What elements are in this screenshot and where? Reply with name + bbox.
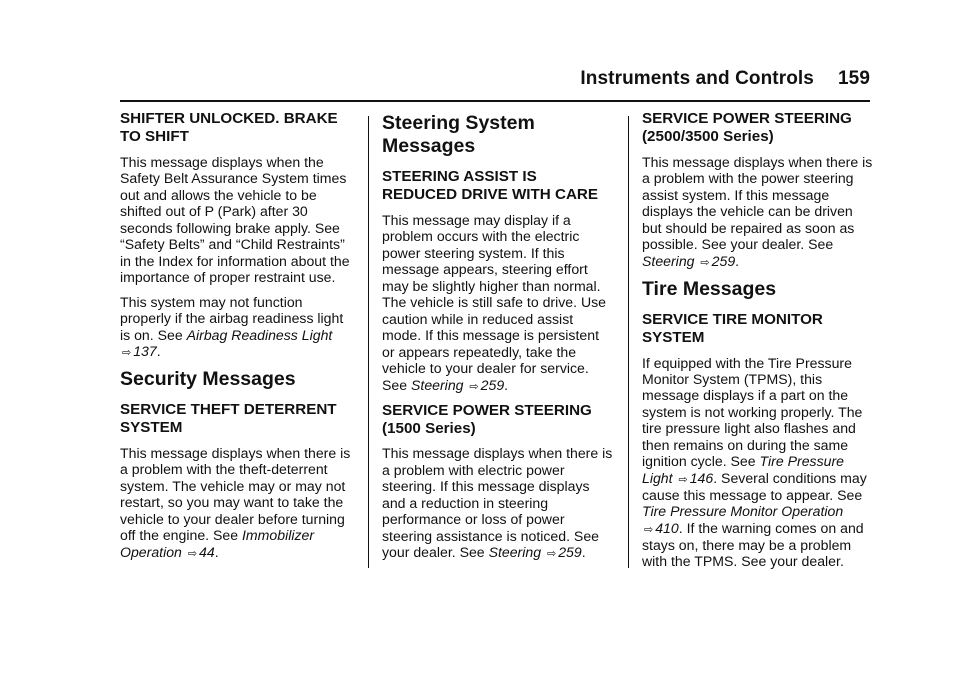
heading-shifter-unlocked: SHIFTER UNLOCKED. BRAKE TO SHIFT <box>120 110 338 145</box>
page-arrow-icon: ⇨ <box>700 256 710 269</box>
xref-immobilizer-operation[interactable]: Immobilizer Operation <box>120 527 315 560</box>
column-3 <box>642 110 874 578</box>
para-system-function: This system may not function properly if the airbag readiness light is on. See Airbag Readiness Light ⇨ 137. <box>120 293 344 360</box>
column-divider <box>628 116 629 568</box>
page-number: 159 <box>837 68 870 89</box>
xref-tire-pressure-light[interactable]: Tire Pressure Light <box>642 453 844 486</box>
heading-tire-messages: Tire Messages <box>642 277 777 300</box>
column-1 <box>120 110 352 569</box>
xref-page[interactable]: 259 <box>480 376 505 393</box>
page-header <box>580 68 870 90</box>
xref-page[interactable]: 44 <box>199 543 215 560</box>
xref-page[interactable]: 146 <box>689 469 714 486</box>
para-steering-assist: This message may display if a problem occurs with the electric power steering system. If this message appears, steering effort may be slightly higher than normal. The vehicle is still safe to drive. Use caution while in reduced assist mode. If this message is persistent or appears repeatedly, take the vehicle to your dealer for service. See Steering ⇨ 259. <box>382 211 607 393</box>
section-title: Instruments and Controls <box>580 68 814 89</box>
heading-steering-assist: STEERING ASSIST IS REDUCED DRIVE WITH CARE <box>382 168 599 203</box>
header-rule <box>120 100 870 102</box>
para-service-power-steering-1500: This message displays when there is a problem with electric power steering. If this message displays and a reduction in steering performance or loss of power steering assistance is noticed. See your dealer. See Steering ⇨ 259. <box>382 445 613 561</box>
page-arrow-icon: ⇨ <box>122 347 132 360</box>
heading-theft-deterrent: SERVICE THEFT DETERRENT SYSTEM <box>120 401 337 436</box>
xref-page[interactable]: 259 <box>558 544 582 561</box>
xref-page[interactable]: 137 <box>133 343 157 360</box>
xref-tire-pressure-monitor-operation[interactable]: Tire Pressure Monitor Operation <box>642 503 844 520</box>
page-arrow-icon: ⇨ <box>469 380 479 393</box>
heading-security-messages: Security Messages <box>120 368 296 391</box>
xref-page[interactable]: 259 <box>711 252 736 269</box>
page-arrow-icon: ⇨ <box>187 547 198 560</box>
para-theft-deterrent: This message displays when there is a problem with the theft-deterrent system. The vehicle may or may not restart, so you may want to take the vehicle to your dealer before turning off the engine. See Immobilizer Operation ⇨ 44. <box>120 444 351 560</box>
xref-steering[interactable]: Steering <box>411 376 464 393</box>
heading-service-power-steering-1500: SERVICE POWER STEERING (1500 Series) <box>382 401 592 437</box>
heading-service-power-steering-2500: SERVICE POWER STEERING (2500/3500 Series) <box>642 110 852 145</box>
heading-service-tire-monitor: SERVICE TIRE MONITOR SYSTEM <box>642 310 823 346</box>
heading-steering-system-messages: Steering System Messages <box>382 112 535 157</box>
para-service-power-steering-2500: This message displays when there is a problem with the power steering assist system. If this message displays the vehicle can be driven but should be repaired as soon as possible. See your dealer. See Steering ⇨ 259. <box>642 153 873 269</box>
xref-steering[interactable]: Steering <box>488 544 542 561</box>
para-shifter-unlocked: This message displays when the Safety Belt Assurance System times out and allows the vehicle to be shifted out of P (Park) after 30 seconds following brake apply. See “Safety Belts” and “Child Restraints” in the Index for information about the importance of proper restraint use. <box>120 153 350 286</box>
page-arrow-icon: ⇨ <box>546 548 557 561</box>
para-service-tire-monitor: If equipped with the Tire Pressure Monitor System (TPMS), this message displays if a part on the system is not working properly. The tire pressure light also flashes and then remains on during the same ignition cycle. See Tire Pressure Light ⇨ 146. Several conditions may cause this message to appear. See Tire Pressure Monitor Operation ⇨ 410. If the warning comes on and stays on, there may be a problem with the TPMS. See your dealer. <box>642 354 867 570</box>
xref-steering[interactable]: Steering <box>642 252 695 269</box>
page-arrow-icon: ⇨ <box>678 473 688 486</box>
column-divider <box>368 116 369 568</box>
xref-page[interactable]: 410 <box>655 519 679 536</box>
page-arrow-icon: ⇨ <box>644 523 654 536</box>
column-2 <box>382 110 614 569</box>
xref-airbag-readiness-light[interactable]: Airbag Readiness Light <box>186 326 333 343</box>
